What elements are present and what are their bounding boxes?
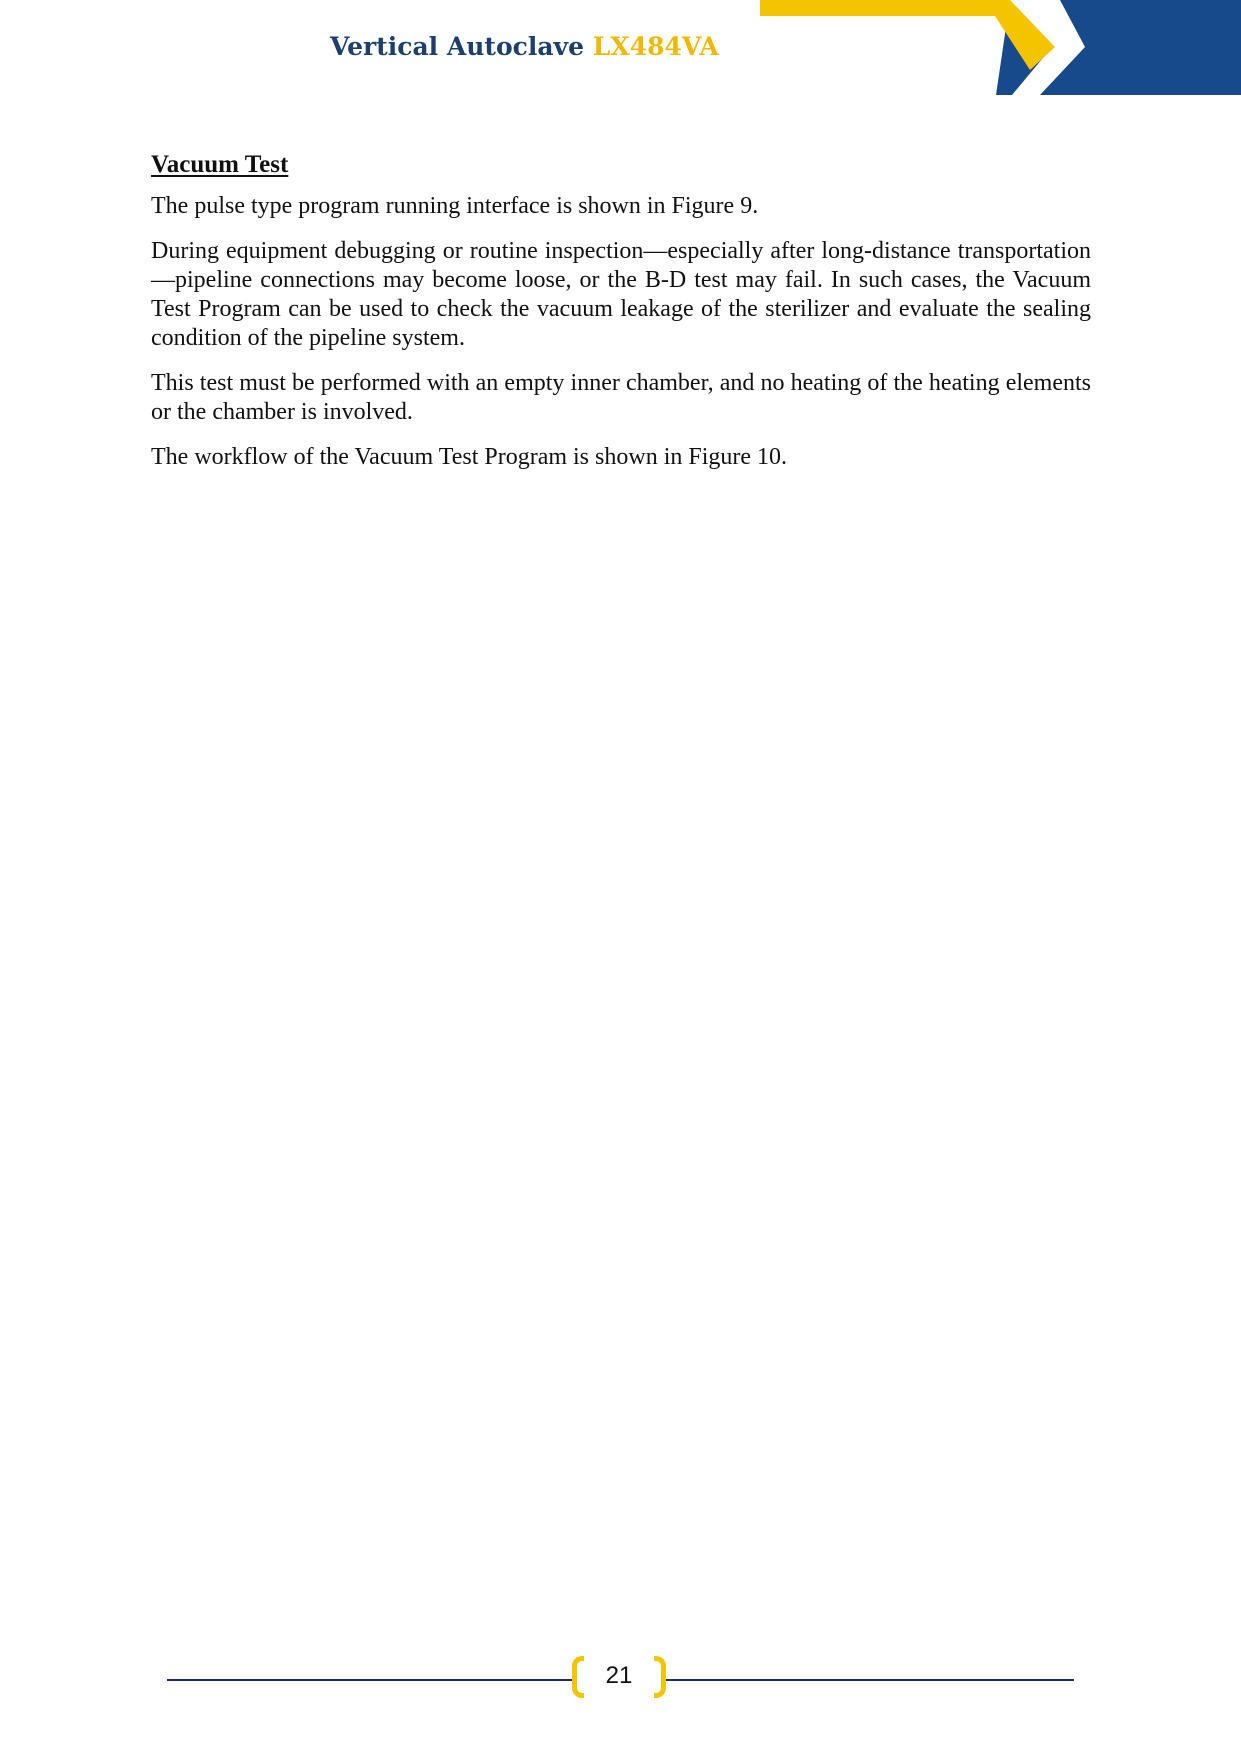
document-header-title [330,32,719,61]
footer-rule-left [167,1679,572,1681]
paragraph-workflow: The workflow of the Vacuum Test Program is shown in Figure 10. [151,444,788,470]
header-brand: Vertical Autoclave [330,32,584,61]
footer-rule-right [666,1679,1074,1681]
page-number: 21 [605,1662,633,1689]
paragraph-purpose: During equipment debugging or routine inspection—especially after long-distance transportation—pipeline connections may become loose, or the B-D test may fail. In such cases, the Vacuum Test Program can be used to check the vacuum leakage of the sterilizer and evaluate the sealing condition of the pipeline system. [151,238,1091,351]
left-bracket-icon [572,1656,584,1698]
section-heading: Vacuum Test [151,151,289,178]
header-model: LX484VA [592,32,719,61]
page-footer [0,1652,1241,1712]
page-content [151,150,1091,488]
paragraph-conditions: This test must be performed with an empty inner chamber, and no heating of the heating elements or the chamber is involved. [151,370,1091,425]
right-bracket-icon [654,1656,666,1698]
paragraph-intro: The pulse type program running interface is shown in Figure 9. [151,193,759,219]
